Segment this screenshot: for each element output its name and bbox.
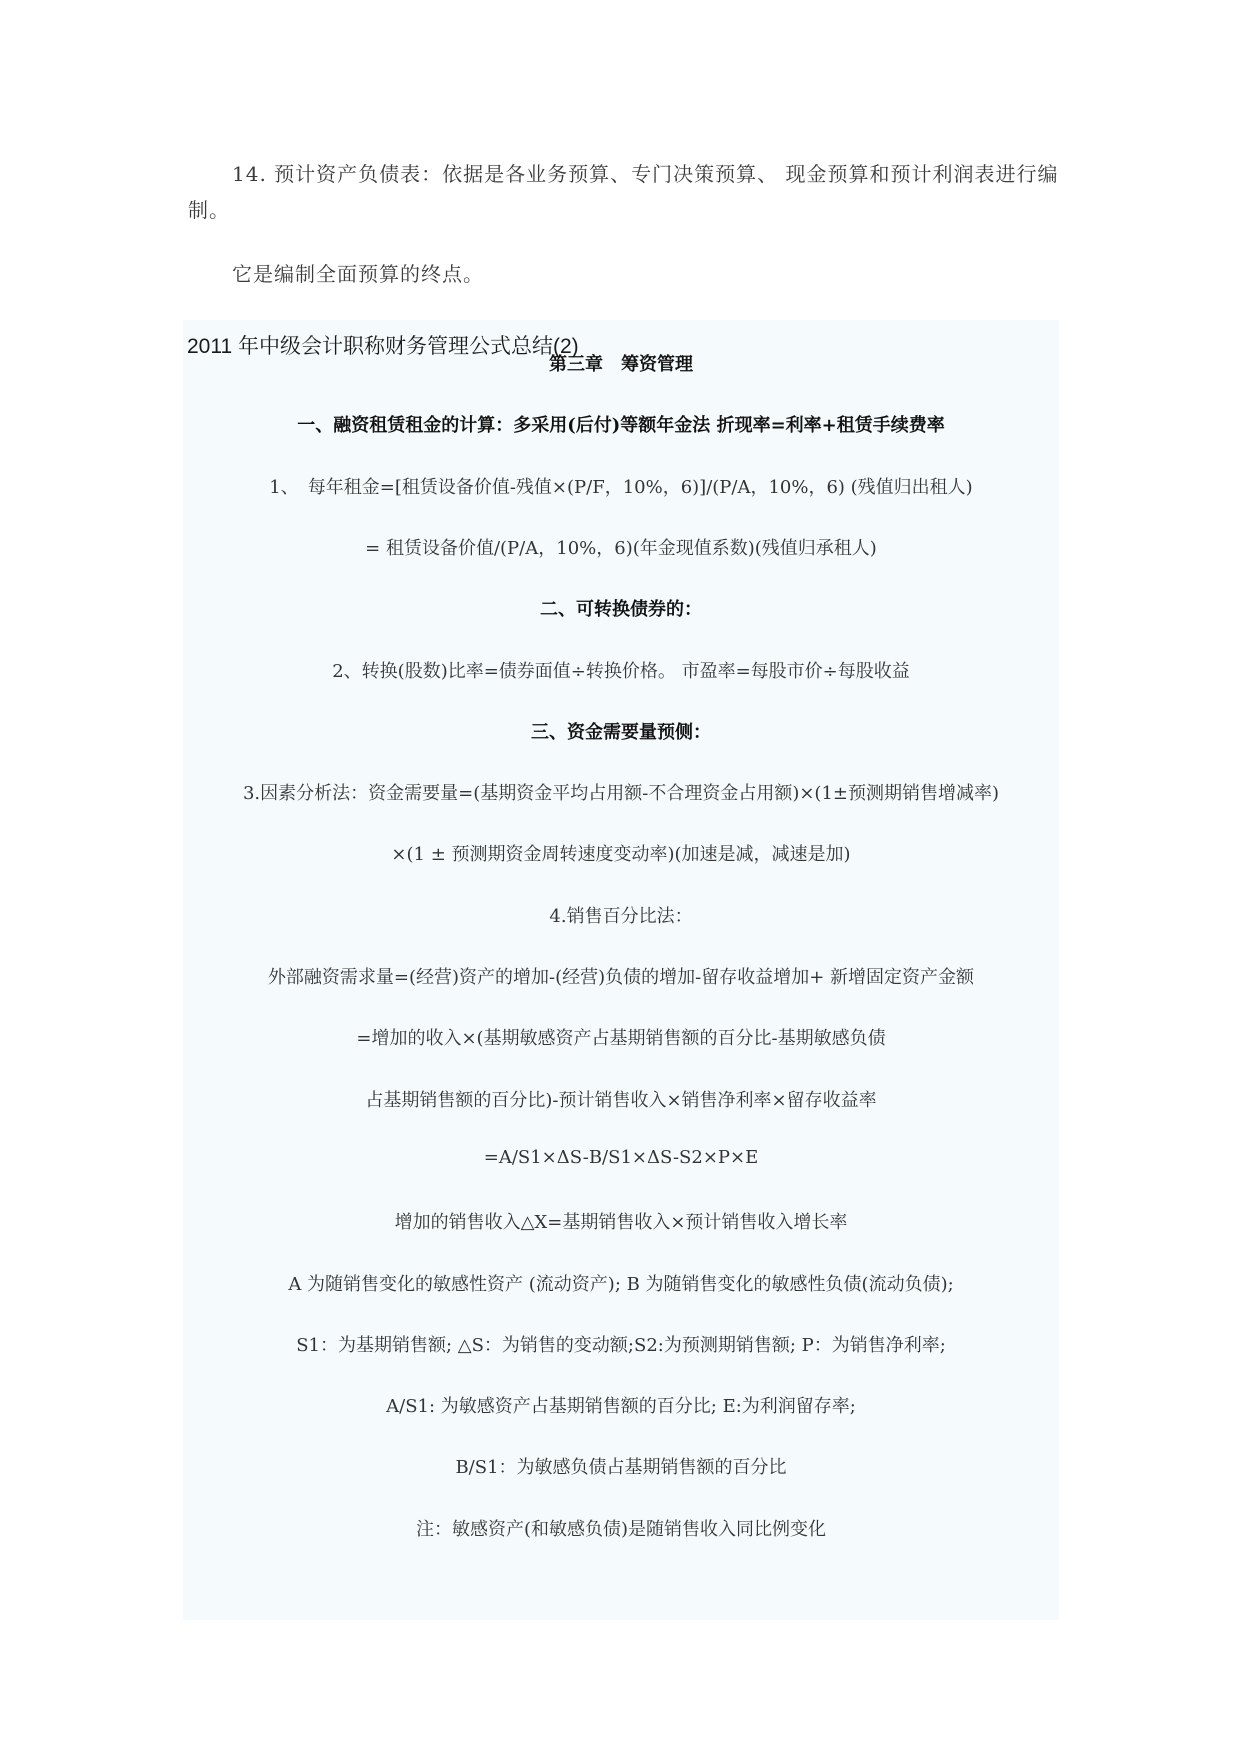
- section-heading: 一、融资租赁租金的计算：多采用(后付)等额年金法 折现率=利率+租赁手续费率: [297, 415, 945, 437]
- formula-line: A 为随销售变化的敏感性资产 (流动资产); B 为随销售变化的敏感性负债(流动负债);: [288, 1273, 954, 1295]
- formula-line: 1、 每年租金=[租赁设备价值-残值×(P/F，10%，6)]/(P/A，10%，6) (残值归出租人): [269, 476, 973, 498]
- formula-line: 注：敏感资产(和敏感负债)是随销售收入同比例变化: [415, 1518, 827, 1540]
- intro-paragraph-2: 它是编制全面预算的终点。: [232, 262, 484, 286]
- formula-line: S1：为基期销售额; △S：为销售的变动额;S2:为预测期销售额; P：为销售净利率;: [296, 1334, 946, 1356]
- formula-line: B/S1：为敏感负债占基期销售额的百分比: [455, 1457, 787, 1479]
- formula-line: 2、转换(股数)比率=债券面值÷转换价格。 市盈率=每股市价÷每股收益: [332, 660, 910, 682]
- formula-line: = 租赁设备价值/(P/A，10%，6)(年金现值系数)(残值归承租人): [365, 537, 877, 559]
- section-heading: 二、可转换债券的：: [540, 599, 702, 621]
- formula-line: ×(1 ± 预测期资金周转速度变动率)(加速是减，减速是加): [391, 844, 851, 866]
- section-heading: 第三章 筹资管理: [549, 354, 693, 375]
- article-panel: [183, 320, 1059, 1620]
- formula-line: 3.因素分析法：资金需要量=(基期资金平均占用额-不合理资金占用额)×(1±预测期销售增减率): [242, 783, 1000, 805]
- article-title: 2011 年中级会计职称财务管理公式总结(2): [187, 335, 579, 358]
- formula-line: 占基期销售额的百分比)-预计销售收入×销售净利率×留存收益率: [365, 1089, 877, 1111]
- formula-line: 增加的销售收入△X=基期销售收入×预计销售收入增长率: [394, 1212, 848, 1234]
- formula-line: A/S1: 为敏感资产占基期销售额的百分比; E:为利润留存率;: [386, 1396, 856, 1418]
- formula-line: =增加的收入×(基期敏感资产占基期销售额的百分比-基期敏感负债: [356, 1028, 886, 1050]
- intro-paragraph-1: 14. 预计资产负债表：依据是各业务预算、专门决策预算、 现金预算和预计利润表进行编制。: [188, 162, 1059, 222]
- formula-line: 外部融资需求量=(经营)资产的增加-(经营)负债的增加-留存收益增加+ 新增固定资产金额: [267, 967, 975, 988]
- formula-line: =A/S1×ΔS-B/S1×ΔS-S2×P×E: [483, 1146, 759, 1168]
- formula-line: 4.销售百分比法：: [549, 905, 693, 927]
- section-heading: 三、资金需要量预侧：: [531, 721, 711, 743]
